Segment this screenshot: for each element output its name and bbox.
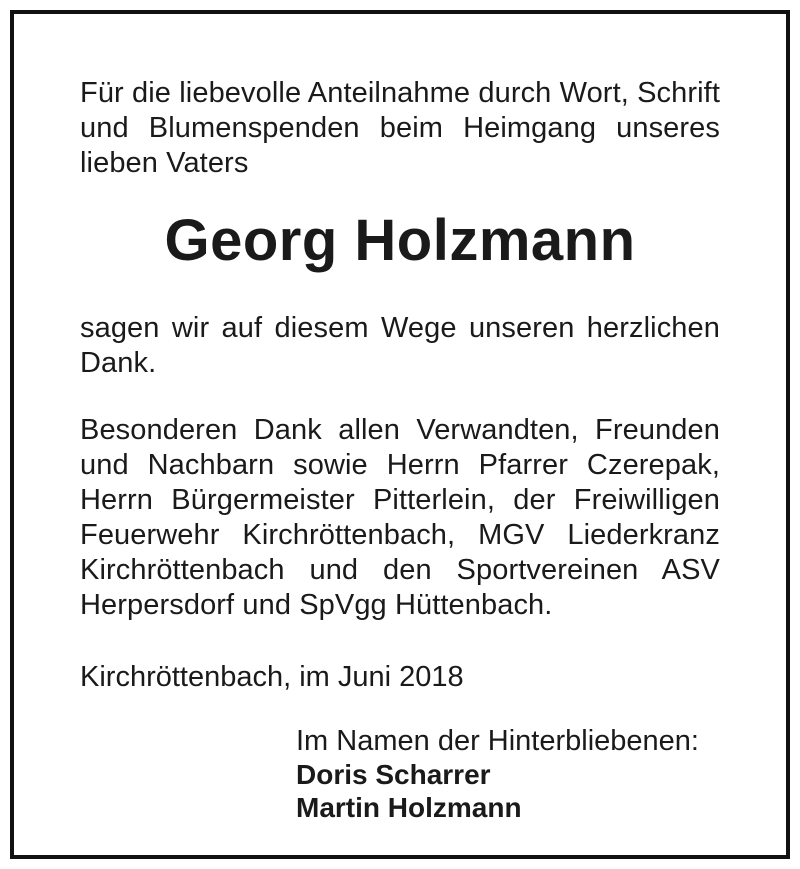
signer-name: Martin Holzmann (296, 792, 522, 823)
thanks-paragraph: sagen wir auf diesem Wege unseren herzlichen Dank. (80, 312, 720, 379)
signature-intro: Im Namen der Hinterbliebenen: (296, 725, 699, 757)
intro-paragraph: Für die liebevolle Anteilnahme durch Wort, Schrift und Blumenspenden beim Heimgang unseres lieben Vaters (80, 77, 720, 179)
signature-block (296, 725, 736, 824)
place-date-line: Kirchröttenbach, im Juni 2018 (80, 661, 464, 693)
special-thanks-paragraph: Besonderen Dank allen Verwandten, Freunden und Nachbarn sowie Herrn Pfarrer Czerepak, Herrn Bürgermeister Pitterlein, der Freiwilligen Feuerwehr Kirchröttenbach, MGV Liederkranz Kirchröttenbach und den Sportvereinen ASV Herpersdorf und SpVgg Hüttenbach. (80, 414, 720, 621)
signer-name: Doris Scharrer (296, 759, 491, 790)
deceased-name-heading: Georg Holzmann (164, 208, 636, 273)
